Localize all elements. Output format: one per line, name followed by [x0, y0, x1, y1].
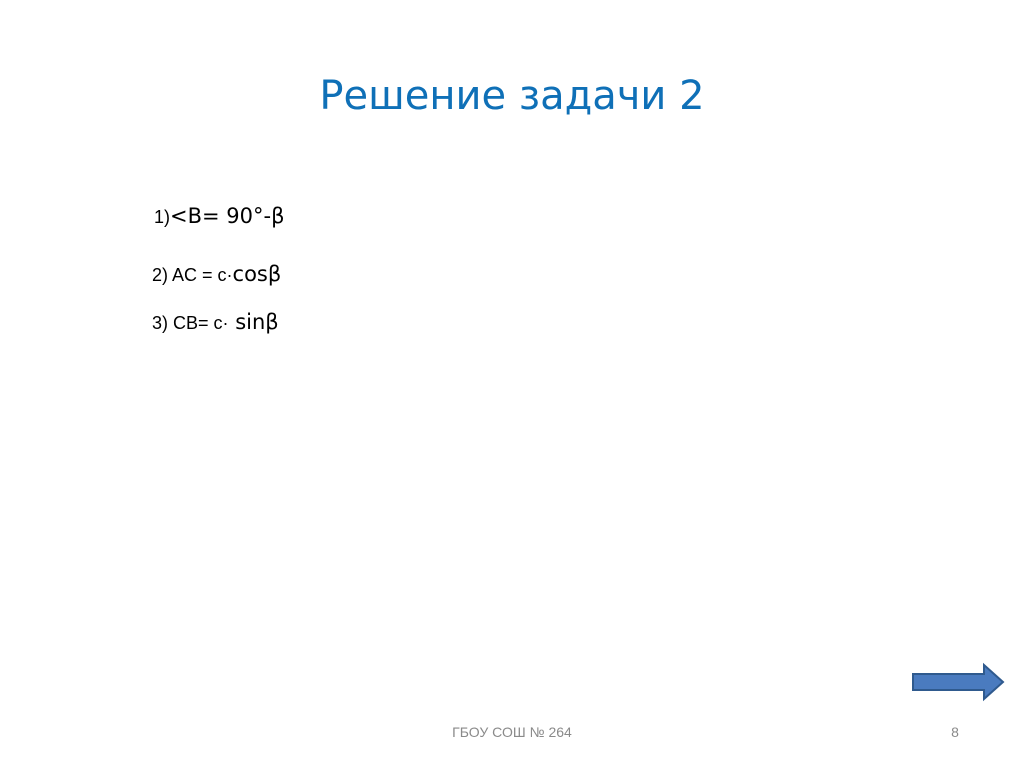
solution-step-2 [152, 262, 281, 286]
step-1-prefix: 1) [154, 207, 171, 227]
right-arrow-icon[interactable] [910, 662, 1006, 702]
footer-school: ГБОУ СОШ № 264 [452, 724, 572, 740]
step-1-formula: <B= 90°-β [170, 204, 285, 228]
solution-step-3 [152, 310, 279, 334]
step-3-prefix: 3) CB= c· [152, 313, 229, 333]
step-2-formula: cosβ [232, 262, 282, 286]
page-number: 8 [951, 724, 959, 740]
slide-title: Решение задачи 2 [319, 73, 705, 119]
step-3-formula: sinβ [228, 310, 279, 334]
step-2-prefix: 2) AC = c· [152, 265, 233, 285]
solution-step-1 [154, 204, 285, 228]
